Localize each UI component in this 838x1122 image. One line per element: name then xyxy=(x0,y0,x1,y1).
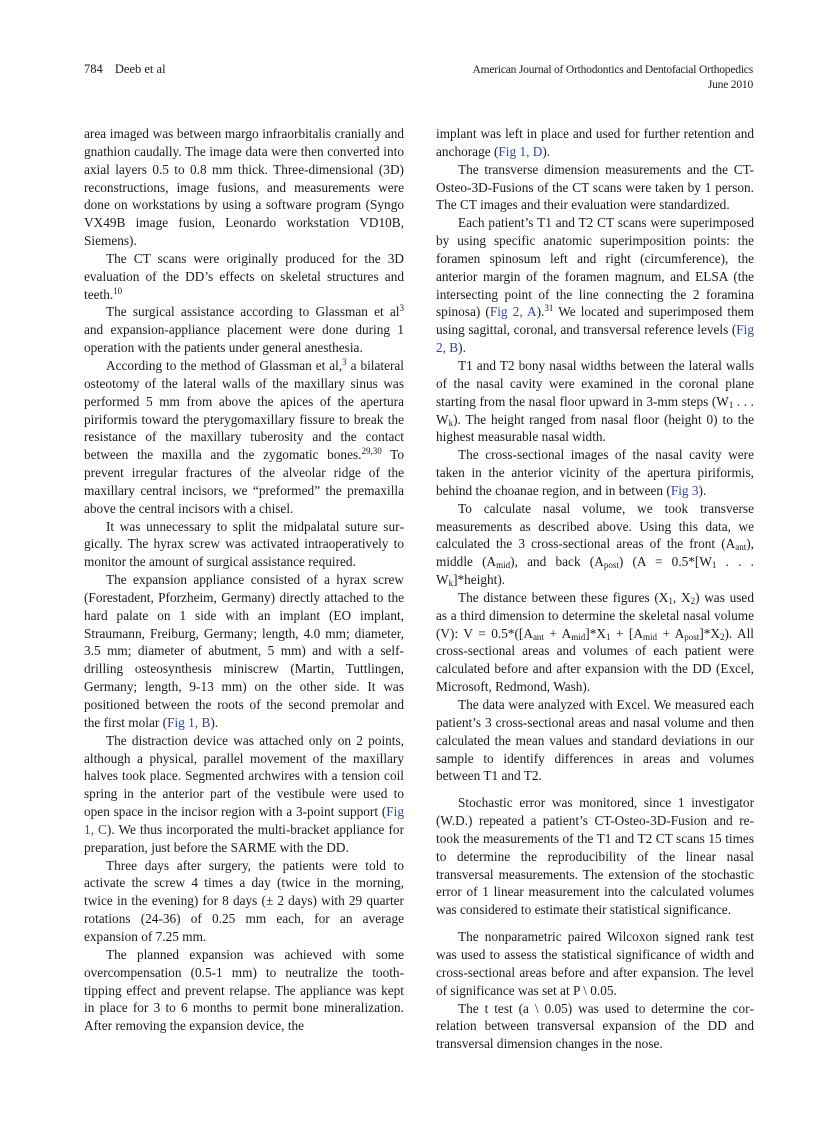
subscript: 1 xyxy=(711,560,717,571)
journal-title: American Journal of Orthodontics and Dentofacial Orthopedics xyxy=(472,64,753,76)
body-text: Three days after surgery, the patients were told to activate the screw 4 times a day (twice in the morning, twice in the evening) for 8 days (± 2 days) with 29 quarter rotations (24-36) of 0.25 mm each, for an average expansion of 7.25 mm. xyxy=(84,857,404,944)
figure-link[interactable]: Fig 2, B xyxy=(436,322,754,356)
subscript: ant xyxy=(532,631,544,642)
body-text: ). xyxy=(536,304,545,320)
subscript: ant xyxy=(735,542,747,553)
body-text: ). We thus incorporated the multi-bracket appliance for preparation, just before the SARME with the DD. xyxy=(84,821,405,855)
body-text: Each patient’s T1 and T2 CT scans were superimposed by using specific anatomic superimposition points: the foramen spinosum left and right (circumference), the anterior margin of the foramen magnum, and ELSA (the intersecting point of the line connecting the 2 foramina spinosa) ( xyxy=(436,215,754,320)
subscript: post xyxy=(684,631,700,642)
paragraph xyxy=(436,161,754,215)
body-text: To prevent irregular fractures of the alveolar ridge of the maxillary central incisors, we “preformed” the premaxilla above the central incisors with a chisel. xyxy=(84,447,404,516)
paragraph xyxy=(84,946,404,1035)
paragraph xyxy=(84,125,404,250)
body-text: ]*X xyxy=(585,625,606,641)
paragraph xyxy=(436,928,754,999)
right-column xyxy=(436,125,754,1053)
paragraph xyxy=(84,732,404,857)
paragraph xyxy=(84,857,404,946)
subscript: mid xyxy=(571,631,586,642)
body-text: The nonparametric paired Wilcoxon signed rank test was used to assess the statistical significance of width and cross-sectional areas before and after expansion. The level of significance was set at P \ 0.05. xyxy=(436,929,754,998)
paragraph xyxy=(436,794,754,919)
citation-superscript[interactable]: 31 xyxy=(544,303,554,314)
body-text: The surgical assistance according to Glassman et al xyxy=(106,304,400,320)
running-header-right xyxy=(472,63,753,93)
body-text: . . . W xyxy=(436,393,754,427)
citation-superscript[interactable]: 10 xyxy=(113,285,123,296)
paragraph xyxy=(436,357,754,446)
body-text: + A xyxy=(656,625,685,641)
body-text: The planned expansion was achieved with some overcompensation (0.5-1 mm) to neutralize the tooth-tipping effect and prevent relapse. The appliance was kept in place for 3 to 6 months to permit bone mineralization. After removing the expansion device, the xyxy=(84,946,404,1034)
left-column xyxy=(84,125,404,1035)
body-text: + [A xyxy=(610,625,643,641)
body-text: The expansion appliance consisted of a hyrax screw (Forestadent, Pforzheim, Germany) directly attached to the hard palate on 1 side with an implant (EO implant, Straumann, Freiburg, Germany; length, 4.0 mm; diameter, 3.5 mm; diameter of abutment, 5 mm) and with a self-drilling osteosynthesis miniscrew (Martin, Tuttlingen, Germany; length, 9-13 mm) on the other side. It was positioned between the roots of the second premolar and the first molar ( xyxy=(84,572,404,730)
subscript: 1 xyxy=(668,595,673,606)
body-text: We located and superimposed them using sagittal, coronal, and transversal reference levels ( xyxy=(436,304,754,338)
body-text: T1 and T2 bony nasal widths between the lateral walls of the nasal cavity were examined in the coronal plane starting from the nasal floor upward in 3-mm steps (W xyxy=(436,357,754,409)
body-text: The data were analyzed with Excel. We measured each patient’s 3 cross-sectional areas and nasal volume and then calculated the mean values and standard deviations in our sample to identify differences in areas and volumes between T1 and T2. xyxy=(436,697,754,784)
subscript: 2 xyxy=(690,595,696,606)
body-text: ) was used as a third dimension to determine the skeletal nasal volume (V): V = 0.5*([A xyxy=(436,589,754,641)
citation-superscript[interactable]: 3 xyxy=(399,303,404,314)
paragraph xyxy=(436,500,754,589)
body-text: To calculate nasal volume, we took transverse measurements as described above. Using this data, we calculated the 3 cross-sectional areas of the front (A xyxy=(436,500,754,552)
body-text: a bilateral osteotomy of the lateral walls of the maxillary sinus was performed 5 mm from above the apices of the apertura piriformis toward the pterygomaxillary fissure to break the resistance of the maxillary tuberosity and the contact between the maxilla and the zygomatic bones. xyxy=(84,357,404,463)
body-text: area imaged was between margo infraorbitalis cranially and gnathion caudally. The image data were then converted into axial layers 0.5 to 0.8 mm thick. Three-dimensional (3D) reconstructions, image fusions, and measurements were done on workstations by using a software program (Syngo VX49B image fusion, Leonardo workstation VD10B, Siemens). xyxy=(84,126,404,249)
subscript: k xyxy=(448,578,454,589)
figure-link[interactable]: Fig 3 xyxy=(670,482,699,498)
body-text: The distraction device was attached only on 2 points, although a physical, parallel movement of the maxillary halves took place. Segmented archwires with a tension coil spring in the anterior part of the vestibule were used to open space in the incisor region with a 3-point support ( xyxy=(84,732,404,820)
body-text: According to the method of Glassman et al, xyxy=(106,357,343,373)
subscript: 1 xyxy=(728,399,734,410)
paragraph xyxy=(436,696,754,785)
body-text: The t test (a \ 0.05) was used to determine the correlation between transversal expansion of the DD and transversal dimension changes in the nose. xyxy=(436,1000,754,1052)
body-text: ). All cross-sectional areas and volumes of each patient were calculated before and after expansion with the DD (Excel, Microsoft, Redmond, Wash). xyxy=(436,625,754,695)
running-header-left xyxy=(84,62,175,77)
body-text: implant was left in place and used for further retention and anchorage ( xyxy=(436,126,754,159)
paragraph xyxy=(84,357,404,518)
body-text: Stochastic error was monitored, since 1 investigator (W.D.) repeated a patient’s CT-Osteo-3D-Fusion and retook the measurements of the T1 and T2 CT scans 15 times to determine the reproducibility of the linear nasal transversal measurements. The extension of the stochastic error of 1 linear measurement into the calculated volumes was considered to estimate their statistical significance. xyxy=(436,795,754,918)
body-text: and expansion-appliance placement were done during 1 operation with the patients under general anesthesia. xyxy=(84,322,404,356)
body-text: ]*X xyxy=(699,625,720,641)
body-text: + A xyxy=(543,625,572,641)
body-text: ]*height). xyxy=(453,572,506,588)
body-text: It was unnecessary to split the midpalatal suture surgically. The hyrax screw was activated intraoperatively to monitor the amount of surgical assistance required. xyxy=(84,518,404,570)
body-text: ). xyxy=(698,482,707,498)
paragraph xyxy=(84,303,404,357)
body-text: ). The height ranged from nasal floor (height 0) to the highest measurable nasal width. xyxy=(436,411,754,445)
body-text: The distance between these figures (X xyxy=(458,589,669,605)
body-text: ), middle (A xyxy=(436,536,754,570)
paragraph xyxy=(84,250,404,304)
paragraph xyxy=(84,518,404,572)
subscript: mid xyxy=(496,560,511,571)
subscript: k xyxy=(448,417,454,428)
figure-link[interactable]: Fig 2, A xyxy=(489,304,537,320)
paragraph xyxy=(436,446,754,500)
body-text: ) (A = 0.5*[W xyxy=(618,554,712,570)
paragraph xyxy=(436,1000,754,1054)
subscript: mid xyxy=(642,631,657,642)
body-text: ), and back (A xyxy=(510,554,604,570)
body-text: ). xyxy=(458,340,466,356)
figure-link[interactable]: Fig 1, D xyxy=(498,143,543,159)
body-text: , X xyxy=(672,589,691,605)
running-authors: Deeb et al xyxy=(114,62,166,76)
paragraph xyxy=(84,571,404,732)
page-number: 784 xyxy=(84,62,103,76)
paragraph xyxy=(436,125,754,161)
paragraph xyxy=(436,214,754,357)
body-text: . . . W xyxy=(436,554,754,588)
paragraph xyxy=(436,589,754,696)
subscript: 2 xyxy=(720,631,725,642)
body-text: The CT scans were originally produced for the 3D evaluation of the DD’s effects on skeletal structures and teeth. xyxy=(84,250,404,302)
body-text: The transverse dimension measurements and the CT-Osteo-3D-Fusions of the CT scans were taken by 1 person. The CT images and their evaluation were standardized. xyxy=(436,161,754,213)
figure-link[interactable]: Fig 1, C xyxy=(84,804,404,837)
citation-superscript[interactable]: 29,30 xyxy=(361,446,382,457)
body-text: ). xyxy=(210,714,219,730)
figure-link[interactable]: Fig 1, B xyxy=(167,714,211,730)
body-text: ). xyxy=(542,143,551,159)
body-text: The cross-sectional images of the nasal cavity were taken in the anterior vicinity of the apertura piriformis, behind the choanae region, and in between ( xyxy=(436,447,754,498)
subscript: post xyxy=(603,560,619,571)
journal-issue: June 2010 xyxy=(707,79,753,91)
citation-superscript[interactable]: 3 xyxy=(342,356,347,367)
subscript: 1 xyxy=(605,631,611,642)
